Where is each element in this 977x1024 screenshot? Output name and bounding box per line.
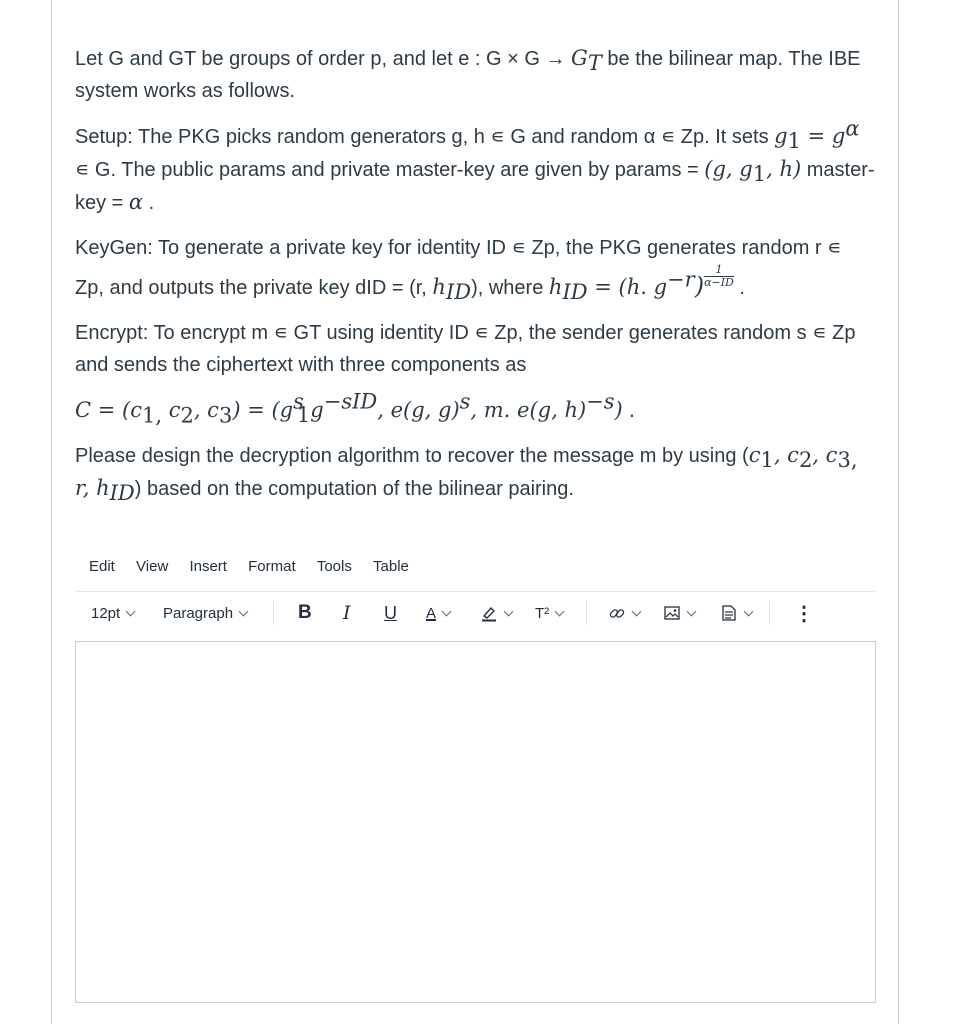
- paragraph-task: Please design the decryption algorithm to recover the message m by using ($c_1$, $c_2$, $c_{3,}$ r, $h_{ID}$) based on the computation of the bilinear pairing.: [75, 443, 858, 505]
- highlighter-icon: [480, 604, 498, 622]
- chevron-down-icon: [239, 606, 249, 616]
- paragraph-setup: Setup: The PKG picks random generators g, h ∊ G and random α ∊ Zp. It sets $g_1 = g^\alpha$ ∊ G. The public params and private master-key are given by params = (g, $g_1$, h) master-key = α .: [75, 116, 875, 214]
- menu-edit[interactable]: Edit: [89, 558, 115, 575]
- chevron-down-icon: [632, 606, 642, 616]
- paragraph-keygen: KeyGen: To generate a private key for identity ID ∊ Zp, the PKG generates random r ∊ Zp, and outputs the private key dID = (r, $h_{ID}$), where $h_{ID} = (h$. $g^{-r}$) $\frac{1}{\alpha-ID}$ .: [75, 237, 842, 304]
- chevron-down-icon: [555, 606, 565, 616]
- answer-editor[interactable]: [75, 641, 876, 1003]
- question-text: [75, 42, 875, 518]
- link-button[interactable]: [608, 596, 640, 630]
- font-size-dropdown[interactable]: 12pt: [91, 596, 134, 630]
- chevron-down-icon: [442, 606, 452, 616]
- text-color-button[interactable]: A: [426, 596, 450, 630]
- chevron-down-icon: [126, 606, 136, 616]
- toolbar-separator: [769, 601, 770, 625]
- superscript-button[interactable]: T²: [535, 596, 563, 630]
- more-options-button[interactable]: ⋮: [794, 602, 814, 625]
- image-icon: [663, 604, 681, 622]
- paragraph-encrypt: Encrypt: To encrypt m ∊ GT using identity ID ∊ Zp, the sender generates random s ∊ Zp and sends the ciphertext with three components as: [75, 322, 856, 376]
- highlight-color-button[interactable]: [480, 596, 512, 630]
- chevron-down-icon: [744, 606, 754, 616]
- editor-menubar: [75, 558, 875, 582]
- bold-button[interactable]: B: [298, 602, 312, 623]
- menu-format[interactable]: Format: [248, 558, 296, 575]
- link-icon: [608, 604, 626, 622]
- editor-toolbar: [75, 596, 875, 630]
- document-icon: [720, 604, 738, 622]
- ciphertext-formula: $C = (c_{1,}$ $c_2$, $c_3) = (g^s_1g^{-sID}$, e(g, g)$^s$, m. e(g, h)$^{-s}$) .: [75, 389, 635, 428]
- exponent-fraction: $\frac{1}{\alpha-ID}$: [704, 263, 734, 289]
- document-button[interactable]: [720, 596, 752, 630]
- toolbar-separator: [273, 601, 274, 625]
- paragraph-intro: Let G and GT be groups of order p, and let e : $G \times G \to G_T$ be the bilinear map. The IBE system works as follows.: [75, 46, 861, 102]
- italic-button[interactable]: I: [343, 602, 351, 624]
- menu-insert[interactable]: Insert: [189, 558, 227, 575]
- toolbar-separator: [586, 601, 587, 625]
- chevron-down-icon: [687, 606, 697, 616]
- underline-button[interactable]: U: [384, 602, 397, 623]
- menu-tools[interactable]: Tools: [316, 558, 352, 575]
- menu-table[interactable]: Table: [373, 558, 409, 575]
- image-button[interactable]: [663, 596, 695, 630]
- menubar-divider: [75, 591, 875, 592]
- menu-view[interactable]: View: [136, 558, 169, 575]
- chevron-down-icon: [504, 606, 514, 616]
- block-format-dropdown[interactable]: Paragraph: [163, 596, 247, 630]
